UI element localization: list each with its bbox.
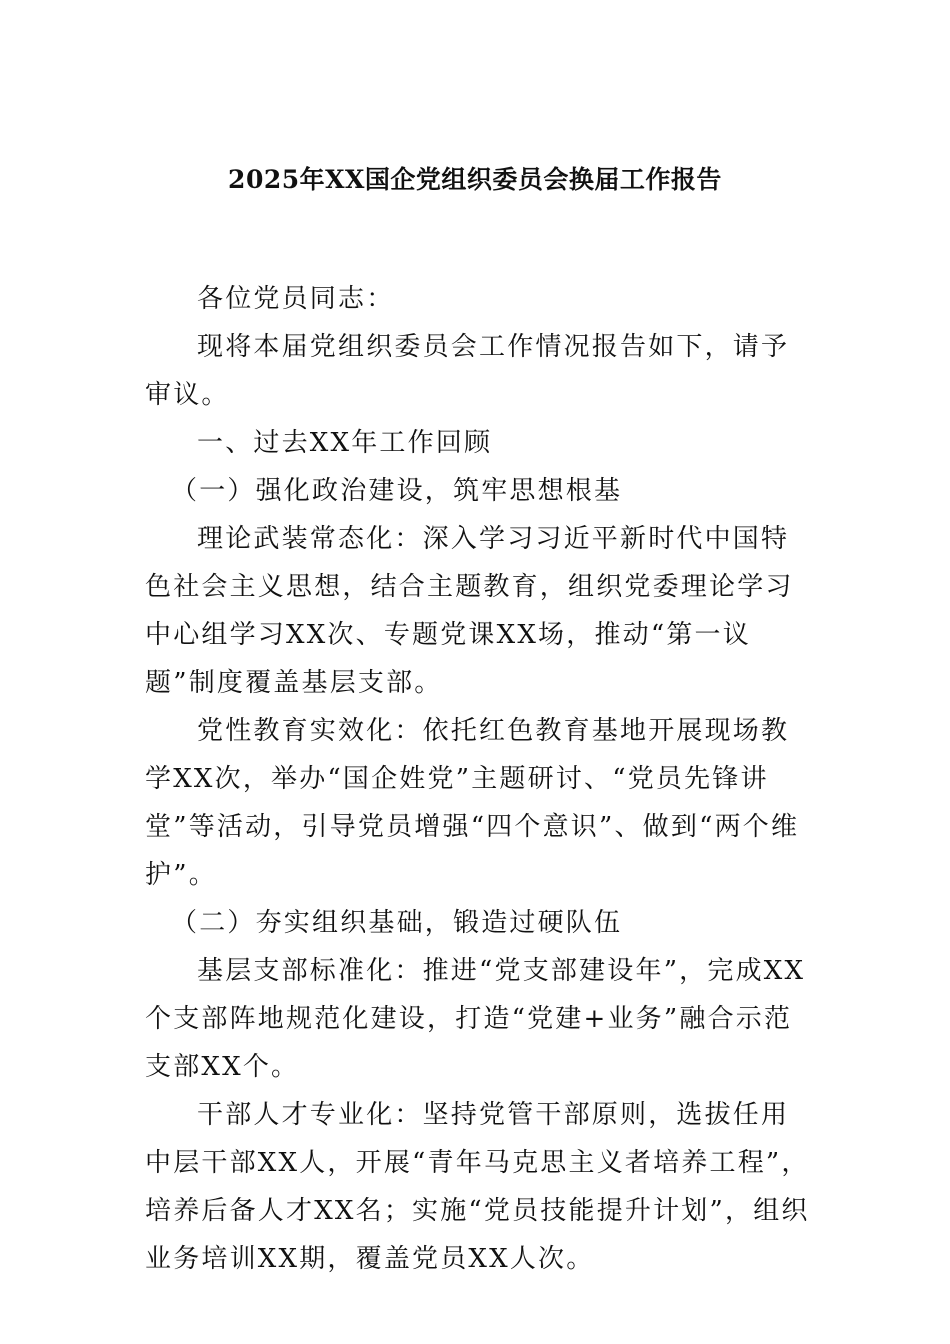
intro-paragraph: 现将本届党组织委员会工作情况报告如下，请予审议。 xyxy=(145,332,790,410)
document-title: 2025年XX国企党组织委员会换届工作报告 xyxy=(228,165,722,194)
subsection-heading-1: （一）强化政治建设，筑牢思想根基 xyxy=(171,476,623,506)
section-heading-1: 一、过去XX年工作回顾 xyxy=(197,428,493,458)
salutation: 各位党员同志： xyxy=(197,284,395,314)
paragraph-cadre-talent: 干部人才专业化：坚持党管干部原则，选拔任用中层干部XX人，开展“青年马克思主义者培养工程”，培养后备人才XX名；实施“党员技能提升计划”，组织业务培训XX期，覆盖党员XX人次。 xyxy=(145,1100,810,1274)
subsection-heading-2: （二）夯实组织基础，锻造过硬队伍 xyxy=(171,908,623,938)
paragraph-theory: 理论武装常态化：深入学习习近平新时代中国特色社会主义思想，结合主题教育，组织党委理论学习中心组学习XX次、专题党课XX场，推动“第一议题”制度覆盖基层支部。 xyxy=(145,524,794,698)
paragraph-branch-standardization: 基层支部标准化：推进“党支部建设年”，完成XX个支部阵地规范化建设，打造“党建+业务”融合示范支部XX个。 xyxy=(145,956,806,1082)
document-body xyxy=(145,275,810,1283)
paragraph-party-education: 党性教育实效化：依托红色教育基地开展现场教学XX次，举办“国企姓党”主题研讨、“党员先锋讲堂”等活动，引导党员增强“四个意识”、做到“两个维护”。 xyxy=(145,716,800,890)
